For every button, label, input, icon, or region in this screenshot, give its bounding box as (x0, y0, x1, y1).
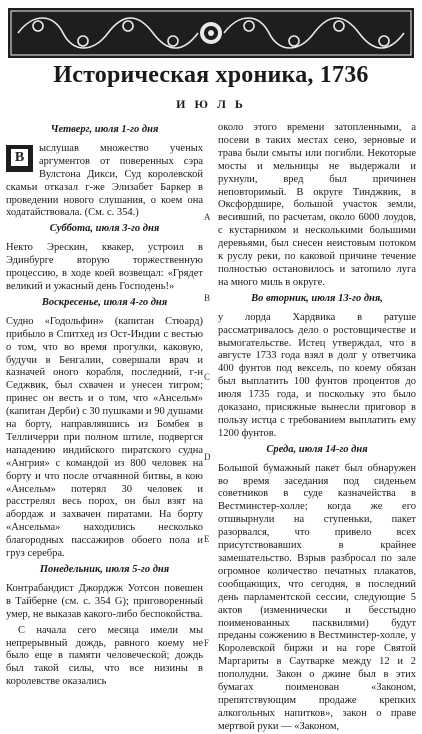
entry-date-heading: Четверг, июля 1-го дня (50, 124, 159, 135)
ornament-scroll-icon (8, 8, 414, 58)
entry-paragraph: Некто Эрескин, квакер, устроил в Эдинбурге вторую торжественную процессию, в ходе коей возвещал: «Грядет великий и ужасный день Господень!» (6, 242, 203, 292)
margin-letter: B (204, 293, 211, 303)
entry-paragraph: Судно «Годольфин» (капитан Стюард) прибыло в Спитхед из Ост-Индии с вестью о том, что во время прогулки, каковую, будучи в Бенгалии, совершали врач и казначей оного корабля, последний, г-н Седжвик, был схвачен и унесен тигром; принес он весть и о том, что «Ансельм» (капитан Дерби) с 30 пушками и 90 душами на борту, направлявшись из Бомбея в Телличерри при полном штиле, подвергся нападению индийского пиратского судна «Ангрия» с командой из 800 человек на борту и что после отчаянной битвы, в кою «Ансельм» потерял 30 человек и расстрелял весь порох, он был взят на абордаж и захвачен пиратами. На борту «Ансельма» находились несколько благородных пассажиров обоего пола и груз серебра. (6, 315, 203, 560)
entry-paragraph: около этого времени затопленными, а посеви в таких местах сено, зерновые и трава были смыты или погибли. Некоторые мосты и мельницы не выдержали и рухнули, вред был причинен неповторимый. В округе Тинджвик, в Оксфордшире, большой участок земли, весивший, по расчетам, около 6000 лоудов, с кустарником и несколькими большими деревьями, был снесен неистовым потоком к руслу реки, по каковой причине течение полностью остановилось и затопило луга на много миль в округе. (218, 122, 416, 288)
margin-letter: E (204, 534, 210, 544)
margin-letter: C (204, 372, 211, 382)
page-title: Историческая хроника, 1736 (53, 62, 369, 88)
entry-date-heading: Суббота, июля 3-го дня (49, 223, 160, 235)
entry-date-heading: Среда, июля 14-го дня (266, 443, 368, 455)
left-column (6, 122, 203, 702)
entry-paragraph: Большой бумажный пакет был обнаружен во время заседания под сиденьем советников в суде казначейства в Вестминстер-холле; когда же его отшвырнули на ступеньки, пакет разорвался, что привело всех присутствовавших в крайнее замешательство. Взрыв разбросал по зале огромное количество печатных плакатов, сообщающих, что сегодня, в последний день парламентской сессии, следующие 5 актов (изменнически и бесстыдно поименованных пасквилями) будут преданы сожжению в Вестминстер-холле, у Королевской биржи и на горе Святой Маргариты в Саутварке между 12 и 2 пополудни. Закон о джине был в этих бумагах поименован «Законом, препятствующим продаже крепких алкогольных напитков», закон о праве мертвой руки — «Законом, (218, 462, 416, 732)
margin-letter: A (204, 212, 211, 222)
entry-date-heading: Понедельник, июля 5-го дня (39, 564, 170, 575)
ornamental-header-banner (8, 8, 414, 58)
margin-letter: D (204, 452, 211, 462)
entry-paragraph: В ыслушав множество ученых аргументов от поверенных сэра Вулстона Дикси, Суд королевской скамьи отказал г-же Элизабет Баркер в проведении нового слушания, о коем она ходатайствовала. (См. с. 354.) (6, 142, 203, 219)
right-column (218, 122, 416, 732)
entry-date-heading: Воскресенье, июля 4-го дня (41, 296, 168, 308)
entry-paragraph: Контрабандист Джорджж Уотсон повешен в Тайберне (см. с. 354 G); приговоренный умер, не выказав какого-либо беспокойства. (6, 582, 203, 620)
entry-paragraph: у лорда Хардвика в ратуше рассматривалось дело о ростовщичестве и вымогательстве. Истец утверждал, что в августе 1733 года взял в долг у ответчика 400 фунтов под вексель, по коему обязан был выплатить 100 фунтов процентов до июля 1735 года, и поскольку это было доказано, присяжные вынесли приговор в пользу истца с требованием выплатить ему 1200 фунтов. (218, 311, 416, 439)
entry-paragraph: С начала сего месяца имели мы непрерывный дождь, равного коему не было еще в памяти человеческой; дождь был такой силы, что все низины в королевстве оказались (6, 624, 203, 688)
entry-date-heading: Во вторник, июля 13-го дня, (251, 292, 383, 304)
drop-cap: В (6, 145, 33, 172)
month-heading: И Ю Л Ь (176, 97, 246, 111)
margin-letter: F (204, 638, 210, 648)
